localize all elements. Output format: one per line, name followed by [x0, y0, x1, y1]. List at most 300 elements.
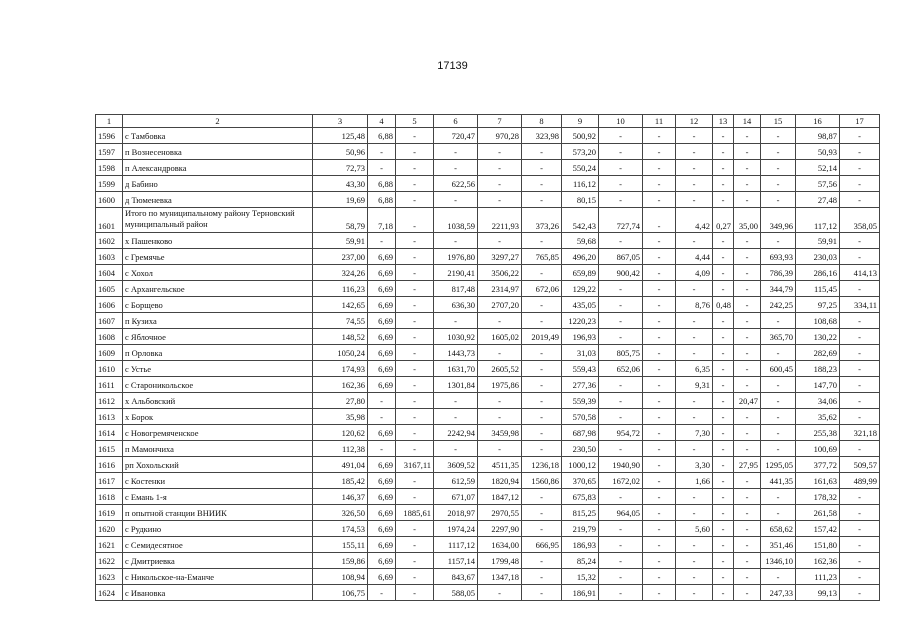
value-cell: - [434, 192, 478, 208]
value-cell: 9,31 [676, 377, 713, 393]
value-cell: 59,68 [562, 233, 599, 249]
value-cell: - [396, 473, 434, 489]
value-cell: 43,30 [313, 176, 368, 192]
value-cell: - [522, 345, 562, 361]
value-cell: - [434, 313, 478, 329]
value-cell: - [522, 585, 562, 601]
value-cell: - [676, 281, 713, 297]
value-cell: - [478, 345, 522, 361]
value-cell: 542,43 [562, 208, 599, 233]
value-cell: - [713, 265, 734, 281]
value-cell: 1799,48 [478, 553, 522, 569]
row-number-cell: 1621 [96, 537, 123, 553]
value-cell: - [676, 505, 713, 521]
value-cell: - [522, 569, 562, 585]
value-cell: 1940,90 [599, 457, 643, 473]
value-cell: - [522, 361, 562, 377]
value-cell: - [522, 521, 562, 537]
value-cell: - [478, 313, 522, 329]
value-cell: 6,69 [368, 345, 396, 361]
value-cell: - [713, 409, 734, 425]
column-header: 7 [478, 115, 522, 128]
value-cell: - [478, 160, 522, 176]
value-cell: - [713, 425, 734, 441]
settlement-name-cell: с Староникольское [123, 377, 313, 393]
value-cell: - [713, 489, 734, 505]
value-cell: 230,50 [562, 441, 599, 457]
value-cell: - [522, 233, 562, 249]
settlement-name-cell: х Борок [123, 409, 313, 425]
value-cell: 612,59 [434, 473, 478, 489]
value-cell: 2707,20 [478, 297, 522, 313]
table-row [96, 537, 880, 553]
value-cell: 1295,05 [761, 457, 796, 473]
settlement-name-cell: с Ивановка [123, 585, 313, 601]
value-cell: 3,30 [676, 457, 713, 473]
value-cell: - [643, 160, 676, 176]
value-cell: 6,69 [368, 569, 396, 585]
value-cell: - [713, 128, 734, 144]
value-cell: - [643, 361, 676, 377]
value-cell: - [522, 265, 562, 281]
value-cell: - [676, 409, 713, 425]
value-cell: - [840, 144, 880, 160]
value-cell: 1301,84 [434, 377, 478, 393]
value-cell: 1847,12 [478, 489, 522, 505]
value-cell: - [840, 505, 880, 521]
value-cell: 6,69 [368, 537, 396, 553]
row-number-cell: 1620 [96, 521, 123, 537]
value-cell: - [713, 505, 734, 521]
table-row [96, 521, 880, 537]
value-cell: 4,42 [676, 208, 713, 233]
table-row [96, 128, 880, 144]
value-cell: 1976,80 [434, 249, 478, 265]
value-cell: 129,22 [562, 281, 599, 297]
value-cell: 6,69 [368, 425, 396, 441]
value-cell: - [599, 489, 643, 505]
row-number-cell: 1613 [96, 409, 123, 425]
value-cell: - [713, 473, 734, 489]
value-cell: 0,27 [713, 208, 734, 233]
value-cell: - [478, 176, 522, 192]
value-cell: 805,75 [599, 345, 643, 361]
value-cell: 1157,14 [434, 553, 478, 569]
row-number-cell: 1617 [96, 473, 123, 489]
value-cell: 116,12 [562, 176, 599, 192]
value-cell: 35,98 [313, 409, 368, 425]
table-row [96, 345, 880, 361]
value-cell: - [478, 393, 522, 409]
value-cell: - [599, 329, 643, 345]
value-cell: 652,06 [599, 361, 643, 377]
value-cell: - [396, 329, 434, 345]
value-cell: - [761, 192, 796, 208]
value-cell: - [761, 176, 796, 192]
value-cell: - [713, 521, 734, 537]
value-cell: - [396, 569, 434, 585]
value-cell: - [434, 441, 478, 457]
value-cell: 1000,12 [562, 457, 599, 473]
value-cell: - [761, 441, 796, 457]
table-row [96, 249, 880, 265]
value-cell: - [761, 313, 796, 329]
value-cell: - [478, 441, 522, 457]
value-cell: 6,69 [368, 457, 396, 473]
row-number-cell: 1601 [96, 208, 123, 233]
value-cell: - [761, 569, 796, 585]
value-cell: - [840, 128, 880, 144]
value-cell: 6,69 [368, 521, 396, 537]
table-row [96, 393, 880, 409]
value-cell: 178,32 [796, 489, 840, 505]
table-row [96, 192, 880, 208]
settlement-name-cell: с Яблочное [123, 329, 313, 345]
value-cell: 687,98 [562, 425, 599, 441]
data-table [95, 114, 880, 601]
value-cell: 1346,10 [761, 553, 796, 569]
table-row [96, 281, 880, 297]
settlement-name-cell: с Борщево [123, 297, 313, 313]
value-cell: - [676, 160, 713, 176]
value-cell: - [643, 297, 676, 313]
value-cell: 6,69 [368, 329, 396, 345]
row-number-cell: 1605 [96, 281, 123, 297]
value-cell: - [676, 144, 713, 160]
value-cell: - [396, 537, 434, 553]
value-cell: 185,42 [313, 473, 368, 489]
value-cell: - [676, 313, 713, 329]
value-cell: - [734, 313, 761, 329]
row-number-cell: 1624 [96, 585, 123, 601]
table-row [96, 505, 880, 521]
settlement-name-cell: с Гремячье [123, 249, 313, 265]
column-header: 4 [368, 115, 396, 128]
value-cell: - [840, 521, 880, 537]
value-cell: - [734, 176, 761, 192]
value-cell: - [734, 160, 761, 176]
value-cell: 344,79 [761, 281, 796, 297]
value-cell: 559,39 [562, 393, 599, 409]
table-row [96, 409, 880, 425]
value-cell: 31,03 [562, 345, 599, 361]
row-number-cell: 1618 [96, 489, 123, 505]
value-cell: - [396, 361, 434, 377]
value-cell: 1820,94 [478, 473, 522, 489]
settlement-name-cell: х Пашенково [123, 233, 313, 249]
row-number-cell: 1619 [96, 505, 123, 521]
table-row [96, 457, 880, 473]
value-cell: 0,48 [713, 297, 734, 313]
settlement-name-cell: с Никольское-на-Еманче [123, 569, 313, 585]
settlement-name-cell: с Тамбовка [123, 128, 313, 144]
value-cell: 727,74 [599, 208, 643, 233]
value-cell: - [713, 345, 734, 361]
value-cell: - [478, 144, 522, 160]
value-cell: 19,69 [313, 192, 368, 208]
value-cell: 326,50 [313, 505, 368, 521]
value-cell: - [643, 265, 676, 281]
value-cell: 6,69 [368, 313, 396, 329]
value-cell: - [396, 585, 434, 601]
value-cell: - [840, 489, 880, 505]
value-cell: 97,25 [796, 297, 840, 313]
row-number-cell: 1598 [96, 160, 123, 176]
value-cell: - [599, 297, 643, 313]
table-row [96, 569, 880, 585]
value-cell: 6,69 [368, 297, 396, 313]
value-cell: 72,73 [313, 160, 368, 176]
value-cell: - [396, 313, 434, 329]
value-cell: - [599, 441, 643, 457]
value-cell: 186,93 [562, 537, 599, 553]
value-cell: 672,06 [522, 281, 562, 297]
value-cell: - [643, 377, 676, 393]
value-cell: - [599, 128, 643, 144]
value-cell: 3297,27 [478, 249, 522, 265]
row-number-cell: 1597 [96, 144, 123, 160]
value-cell: - [713, 553, 734, 569]
value-cell: - [840, 176, 880, 192]
value-cell: 2242,94 [434, 425, 478, 441]
value-cell: - [713, 537, 734, 553]
value-cell: 188,23 [796, 361, 840, 377]
value-cell: 8,76 [676, 297, 713, 313]
value-cell: 27,95 [734, 457, 761, 473]
value-cell: 6,69 [368, 265, 396, 281]
value-cell: - [734, 345, 761, 361]
value-cell: - [368, 144, 396, 160]
value-cell: - [396, 393, 434, 409]
value-cell: - [734, 585, 761, 601]
value-cell: - [713, 457, 734, 473]
value-cell: 1605,02 [478, 329, 522, 345]
value-cell: 74,55 [313, 313, 368, 329]
value-cell: 2970,55 [478, 505, 522, 521]
row-number-cell: 1611 [96, 377, 123, 393]
settlement-name-cell: п Александровка [123, 160, 313, 176]
value-cell: - [643, 233, 676, 249]
value-cell: - [522, 176, 562, 192]
value-cell: 20,47 [734, 393, 761, 409]
value-cell: - [599, 377, 643, 393]
value-cell: - [713, 569, 734, 585]
value-cell: 1634,00 [478, 537, 522, 553]
table-row [96, 361, 880, 377]
value-cell: 1672,02 [599, 473, 643, 489]
value-cell: 6,69 [368, 473, 396, 489]
value-cell: 111,23 [796, 569, 840, 585]
value-cell: 6,69 [368, 249, 396, 265]
value-cell: - [396, 128, 434, 144]
value-cell: 155,11 [313, 537, 368, 553]
column-header: 15 [761, 115, 796, 128]
value-cell: - [396, 249, 434, 265]
value-cell: - [761, 425, 796, 441]
value-cell: - [676, 569, 713, 585]
value-cell: 370,65 [562, 473, 599, 489]
column-header: 17 [840, 115, 880, 128]
value-cell: - [396, 345, 434, 361]
value-cell: 491,04 [313, 457, 368, 473]
value-cell: 286,16 [796, 265, 840, 281]
value-cell: 2211,93 [478, 208, 522, 233]
value-cell: 3609,52 [434, 457, 478, 473]
value-cell: - [643, 473, 676, 489]
value-cell: 4511,35 [478, 457, 522, 473]
value-cell: - [434, 233, 478, 249]
value-cell: - [643, 409, 676, 425]
value-cell: 373,26 [522, 208, 562, 233]
value-cell: 1443,73 [434, 345, 478, 361]
value-cell: - [676, 585, 713, 601]
value-cell: - [734, 192, 761, 208]
row-number-cell: 1608 [96, 329, 123, 345]
row-number-cell: 1612 [96, 393, 123, 409]
settlement-name-cell: д Тюменевка [123, 192, 313, 208]
value-cell: - [599, 521, 643, 537]
value-cell: - [734, 297, 761, 313]
column-header: 3 [313, 115, 368, 128]
value-cell: - [676, 537, 713, 553]
value-cell: - [396, 265, 434, 281]
value-cell: 550,24 [562, 160, 599, 176]
value-cell: - [599, 553, 643, 569]
row-number-cell: 1603 [96, 249, 123, 265]
value-cell: - [643, 489, 676, 505]
value-cell: 242,25 [761, 297, 796, 313]
settlement-name-cell: рп Хохольский [123, 457, 313, 473]
value-cell: - [676, 233, 713, 249]
value-cell: - [434, 393, 478, 409]
value-cell: - [676, 553, 713, 569]
value-cell: - [676, 128, 713, 144]
value-cell: - [840, 329, 880, 345]
value-cell: - [522, 505, 562, 521]
value-cell: 6,69 [368, 281, 396, 297]
value-cell: 247,33 [761, 585, 796, 601]
value-cell: - [643, 176, 676, 192]
value-cell: - [761, 128, 796, 144]
table-row [96, 160, 880, 176]
value-cell: 151,80 [796, 537, 840, 553]
column-header: 2 [123, 115, 313, 128]
value-cell: - [840, 585, 880, 601]
value-cell: 588,05 [434, 585, 478, 601]
table-row [96, 585, 880, 601]
value-cell: - [734, 377, 761, 393]
value-cell: - [396, 281, 434, 297]
value-cell: 1117,12 [434, 537, 478, 553]
value-cell: - [713, 249, 734, 265]
page-number: 17139 [437, 60, 468, 72]
value-cell: 255,38 [796, 425, 840, 441]
settlement-name-cell: с Устье [123, 361, 313, 377]
table-row [96, 297, 880, 313]
value-cell: - [840, 160, 880, 176]
value-cell: - [643, 537, 676, 553]
value-cell: - [840, 569, 880, 585]
value-cell: - [599, 313, 643, 329]
table-row [96, 377, 880, 393]
value-cell: - [599, 192, 643, 208]
table-row [96, 473, 880, 489]
value-cell: - [599, 409, 643, 425]
value-cell: 671,07 [434, 489, 478, 505]
row-number-cell: 1606 [96, 297, 123, 313]
settlement-name-cell: с Дмитриевка [123, 553, 313, 569]
settlement-name-cell: с Архангельское [123, 281, 313, 297]
value-cell: 174,93 [313, 361, 368, 377]
value-cell: 277,36 [562, 377, 599, 393]
value-cell: - [396, 233, 434, 249]
value-cell: - [478, 233, 522, 249]
value-cell: - [734, 569, 761, 585]
value-cell: 693,93 [761, 249, 796, 265]
value-cell: 108,68 [796, 313, 840, 329]
value-cell: - [840, 537, 880, 553]
value-cell: 1631,70 [434, 361, 478, 377]
value-cell: 334,11 [840, 297, 880, 313]
value-cell: - [522, 553, 562, 569]
value-cell: 377,72 [796, 457, 840, 473]
value-cell: 230,03 [796, 249, 840, 265]
value-cell: 161,63 [796, 473, 840, 489]
value-cell: - [478, 192, 522, 208]
value-cell: - [713, 393, 734, 409]
value-cell: - [713, 313, 734, 329]
value-cell: 6,69 [368, 489, 396, 505]
value-cell: - [734, 249, 761, 265]
table-row [96, 208, 880, 233]
value-cell: - [761, 393, 796, 409]
value-cell: - [368, 393, 396, 409]
value-cell: 282,69 [796, 345, 840, 361]
column-header: 6 [434, 115, 478, 128]
value-cell: 765,85 [522, 249, 562, 265]
value-cell: - [396, 489, 434, 505]
value-cell: 323,98 [522, 128, 562, 144]
value-cell: 27,80 [313, 393, 368, 409]
value-cell: 7,30 [676, 425, 713, 441]
value-cell: - [734, 128, 761, 144]
value-cell: 6,88 [368, 192, 396, 208]
column-header: 16 [796, 115, 840, 128]
value-cell: - [643, 393, 676, 409]
value-cell: 120,62 [313, 425, 368, 441]
value-cell: 414,13 [840, 265, 880, 281]
value-cell: - [676, 176, 713, 192]
value-cell: - [761, 160, 796, 176]
value-cell: 496,20 [562, 249, 599, 265]
settlement-name-cell: с Емань 1-я [123, 489, 313, 505]
value-cell: - [522, 192, 562, 208]
value-cell: - [522, 313, 562, 329]
value-cell: - [713, 233, 734, 249]
value-cell: - [734, 233, 761, 249]
value-cell: 80,15 [562, 192, 599, 208]
value-cell: - [676, 489, 713, 505]
settlement-name-cell: Итого по муниципальному району Терновский муниципальный район [123, 208, 313, 233]
value-cell: 351,46 [761, 537, 796, 553]
row-number-cell: 1615 [96, 441, 123, 457]
value-cell: 2018,97 [434, 505, 478, 521]
value-cell: - [840, 345, 880, 361]
value-cell: - [840, 409, 880, 425]
value-cell: 1560,86 [522, 473, 562, 489]
value-cell: - [522, 144, 562, 160]
value-cell: 900,42 [599, 265, 643, 281]
